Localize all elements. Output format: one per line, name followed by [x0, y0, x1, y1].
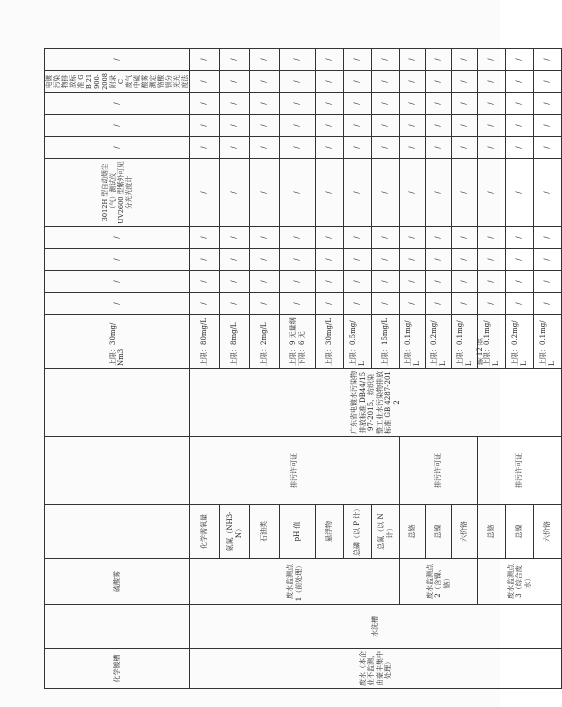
cell-dash: /: [452, 159, 478, 227]
cell-limit: 上限：0.5mg/L: [344, 315, 372, 369]
cell-dash: /: [220, 271, 250, 293]
cell-dash: /: [506, 137, 534, 159]
cell-blank: [45, 505, 190, 559]
cell-dash: /: [45, 93, 190, 115]
cell-dash: /: [250, 249, 280, 271]
cell-basis: 排污许可证: [478, 437, 562, 505]
cell-dash: /: [45, 137, 190, 159]
cell-dash: /: [316, 159, 344, 227]
cell-parameter: 总铬: [400, 505, 426, 559]
cell-dash: /: [190, 271, 220, 293]
cell-dash: /: [344, 93, 372, 115]
cell-dash: /: [45, 227, 190, 249]
cell-dash: /: [280, 137, 316, 159]
cell-dash: /: [190, 293, 220, 315]
cell-dash: /: [452, 71, 478, 93]
cell-plating-tank: 化学镀槽: [45, 649, 190, 689]
cell-dash: /: [426, 49, 452, 71]
cell-dash: /: [250, 159, 280, 227]
cell-dash: /: [344, 159, 372, 227]
cell-dash: /: [220, 115, 250, 137]
cell-dash: /: [452, 227, 478, 249]
cell-dash: /: [426, 159, 452, 227]
cell-method: 3012H 型自动烟尘（气）测试仪 UV2600 型紫外可见分光光度计: [45, 159, 190, 227]
cell-dash: /: [190, 93, 220, 115]
cell-parameter: 总铬: [478, 505, 506, 559]
cell-dash: /: [190, 249, 220, 271]
cell-dash: /: [316, 115, 344, 137]
cell-dash: /: [478, 49, 506, 71]
cell-dash: /: [220, 249, 250, 271]
cell-dash: /: [534, 93, 562, 115]
cell-parameter: 化学需氧量: [190, 505, 220, 559]
cell-dash: /: [220, 93, 250, 115]
cell-dash: /: [478, 159, 506, 227]
cell-dash: /: [316, 71, 344, 93]
cell-dash: /: [452, 49, 478, 71]
cell-limit: 上限：9 无量纲 下限：6 无: [280, 315, 316, 369]
cell-parameter: 总氮（以 N 计）: [372, 505, 400, 559]
cell-dash: /: [280, 115, 316, 137]
cell-dash: /: [452, 249, 478, 271]
cell-dash: /: [506, 93, 534, 115]
cell-limit: 上限：0.1mg/L: [400, 315, 426, 369]
cell-dash: /: [478, 93, 506, 115]
cell-dash: /: [190, 71, 220, 93]
cell-dash: /: [45, 249, 190, 271]
cell-dash: /: [400, 93, 426, 115]
cell-dash: /: [316, 49, 344, 71]
cell-dash: /: [478, 271, 506, 293]
cell-dash: /: [506, 227, 534, 249]
cell-limit: 上限：2mg/L: [250, 315, 280, 369]
cell-dash: /: [280, 227, 316, 249]
cell-dash: /: [452, 115, 478, 137]
cell-dash: /: [280, 249, 316, 271]
cell-dash: /: [372, 115, 400, 137]
cell-dash: /: [220, 137, 250, 159]
cell-monitoring-point: 废水监测点 2（含镍、铬）: [400, 559, 478, 605]
cell-limit: 上限：30mg/Nm3: [45, 315, 190, 369]
cell-dash: /: [426, 249, 452, 271]
cell-dash: /: [316, 293, 344, 315]
cell-limit: 上限：8mg/L: [220, 315, 250, 369]
cell-parameter: 六价铬: [534, 505, 562, 559]
cell-dash: /: [344, 115, 372, 137]
cell-dash: /: [478, 227, 506, 249]
cell-dash: /: [400, 293, 426, 315]
cell-dash: /: [452, 293, 478, 315]
cell-dash: /: [534, 49, 562, 71]
cell-dash: /: [344, 71, 372, 93]
cell-limit: 上限：30mg/L: [316, 315, 344, 369]
cell-dash: /: [220, 159, 250, 227]
cell-dash: /: [344, 249, 372, 271]
cell-dash: /: [400, 71, 426, 93]
cell-dash: /: [45, 293, 190, 315]
cell-dash: /: [45, 271, 190, 293]
cell-source: 废水（本企业不监测，由豪丰集中处理）: [190, 649, 562, 689]
cell-parameter: 总镍: [426, 505, 452, 559]
cell-blank: [45, 437, 190, 505]
cell-dash: /: [280, 159, 316, 227]
cell-basis: 排污许可证: [400, 437, 478, 505]
cell-dash: /: [316, 249, 344, 271]
cell-dash: /: [190, 49, 220, 71]
cell-blank: [45, 605, 190, 649]
cell-limit: 上限：0.1mg/L: [452, 315, 478, 369]
cell-blank: [45, 369, 190, 437]
cell-dash: /: [400, 227, 426, 249]
cell-dash: /: [190, 115, 220, 137]
cell-dash: /: [220, 49, 250, 71]
cell-dash: /: [344, 271, 372, 293]
cell-dash: /: [426, 227, 452, 249]
cell-dash: /: [534, 71, 562, 93]
cell-dash: /: [344, 49, 372, 71]
cell-dash: /: [478, 137, 506, 159]
cell-parameter: 总磷（以 P 计）: [344, 505, 372, 559]
cell-dash: /: [280, 93, 316, 115]
cell-limit: 上限：0.1mg/L: [534, 315, 562, 369]
cell-limit: 上限：80mg/L: [190, 315, 220, 369]
cell-dash: /: [478, 71, 506, 93]
cell-dash: /: [534, 249, 562, 271]
cell-dash: /: [190, 227, 220, 249]
cell-dash: /: [316, 271, 344, 293]
cell-dash: /: [372, 71, 400, 93]
cell-dash: /: [400, 115, 426, 137]
cell-monitoring-point: 废水监测点 1（前处理）: [190, 559, 400, 605]
cell-dash: /: [426, 271, 452, 293]
cell-dash: /: [344, 137, 372, 159]
monitoring-table: [44, 48, 562, 689]
cell-dash: /: [372, 159, 400, 227]
cell-parameter: 氨氮（NH3-N）: [220, 505, 250, 559]
cell-dash: /: [250, 227, 280, 249]
cell-dash: /: [506, 49, 534, 71]
header-row: [45, 49, 190, 689]
cell-dash: /: [220, 293, 250, 315]
cell-parameter: 六价铬: [452, 505, 478, 559]
cell-dash: /: [280, 71, 316, 93]
cell-dash: /: [506, 159, 534, 227]
cell-dash: /: [45, 115, 190, 137]
cell-dash: /: [316, 93, 344, 115]
cell-dash: /: [250, 137, 280, 159]
cell-dash: /: [400, 249, 426, 271]
table-row: [190, 49, 220, 689]
cell-dash: /: [250, 271, 280, 293]
cell-dash: /: [426, 115, 452, 137]
cell-dash: /: [534, 159, 562, 227]
cell-dash: /: [534, 115, 562, 137]
cell-dash: /: [478, 249, 506, 271]
cell-parameter: 石油类: [250, 505, 280, 559]
cell-dash: /: [250, 71, 280, 93]
cell-standard: 电镀污染物排放标准 GB 21900-2008 附录 C 废气中硫酸雾测定 铬酸钡分光光度法: [45, 71, 190, 93]
cell-dash: /: [426, 293, 452, 315]
cell-dash: /: [220, 71, 250, 93]
cell-dash: /: [506, 71, 534, 93]
cell-dash: /: [250, 293, 280, 315]
cell-dash: /: [478, 293, 506, 315]
cell-dash: /: [316, 227, 344, 249]
cell-basis: 排污许可证: [190, 437, 400, 505]
cell-dash: /: [506, 271, 534, 293]
cell-dash: /: [372, 293, 400, 315]
cell-limit: 上限：15mg/L: [372, 315, 400, 369]
cell-dash: /: [426, 93, 452, 115]
cell-limit: 上限：0.1mg/L: [478, 315, 506, 369]
cell-dash: /: [452, 137, 478, 159]
cell-dash: /: [250, 115, 280, 137]
cell-dash: /: [426, 71, 452, 93]
cell-dash: /: [400, 49, 426, 71]
cell-sulfuric-acid-mist: 硫酸雾: [45, 559, 190, 605]
cell-limit: 上限：0.2mg/L: [426, 315, 452, 369]
cell-parameter: 悬浮物: [316, 505, 344, 559]
cell-parameter: pH 值: [280, 505, 316, 559]
cell-dash: /: [372, 49, 400, 71]
cell-monitoring-point: 废水监测点 3（综合废水）: [478, 559, 562, 605]
cell-dash: /: [220, 227, 250, 249]
cell-dash: /: [316, 137, 344, 159]
cell-dash: /: [400, 137, 426, 159]
cell-parameter: 总镍: [506, 505, 534, 559]
cell-dash: /: [372, 249, 400, 271]
cell-limit: 上限：0.2mg/L: [506, 315, 534, 369]
cell-dash: /: [280, 49, 316, 71]
cell-dash: /: [190, 137, 220, 159]
cell-dash: /: [344, 227, 372, 249]
cell-dash: /: [506, 249, 534, 271]
cell-dash: /: [534, 137, 562, 159]
cell-dash: /: [372, 271, 400, 293]
cell-dash: /: [400, 271, 426, 293]
cell-dash: /: [534, 271, 562, 293]
cell-dash: /: [478, 115, 506, 137]
cell-dash: /: [372, 227, 400, 249]
cell-dash: /: [506, 293, 534, 315]
cell-dash: /: [344, 293, 372, 315]
page-number: 第 12 页: [476, 338, 484, 366]
cell-dash: /: [534, 293, 562, 315]
cell-dash: /: [506, 115, 534, 137]
cell-dash: /: [280, 271, 316, 293]
cell-dash: /: [534, 227, 562, 249]
cell-dash: /: [280, 293, 316, 315]
cell-dash: /: [452, 93, 478, 115]
cell-dash: /: [250, 49, 280, 71]
cell-dash: /: [372, 93, 400, 115]
cell-discharge-standard: 广东省电镀水污染物排放标准 DB44/1597-2015、纺织染整工业水污染物排放标准 GB 4287-2012: [190, 369, 562, 437]
cell-dash: /: [372, 137, 400, 159]
cell-dash: /: [250, 93, 280, 115]
cell-dash: /: [452, 271, 478, 293]
cell-dash: /: [190, 159, 220, 227]
cell-dash: /: [45, 49, 190, 71]
cell-workshop: 水洗槽: [190, 605, 562, 649]
cell-dash: /: [426, 137, 452, 159]
cell-dash: /: [400, 159, 426, 227]
